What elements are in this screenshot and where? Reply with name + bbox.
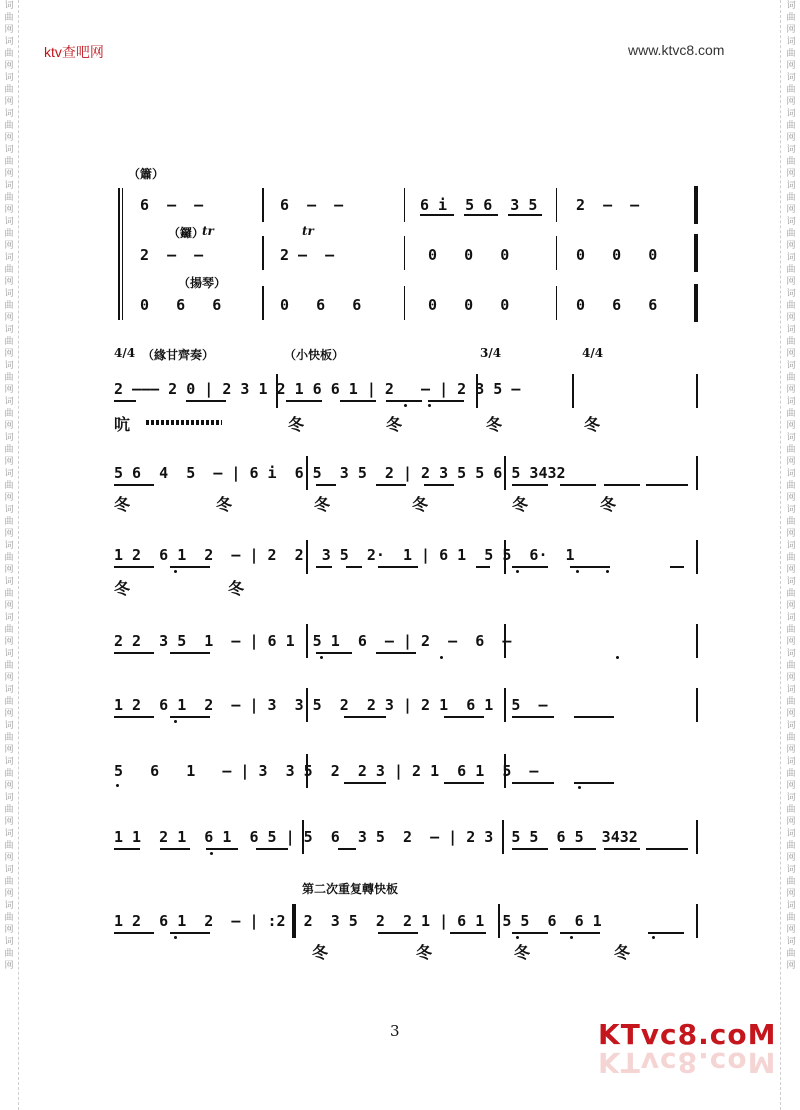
octave-dot [516, 936, 519, 939]
beam [560, 484, 596, 486]
beam [512, 484, 548, 486]
notes-yangqin-m1: 0 6 6 [140, 296, 222, 314]
beam [376, 484, 406, 486]
barline [572, 374, 574, 408]
beam [512, 716, 554, 718]
trill-mark: tr [202, 224, 214, 238]
octave-dot [576, 570, 579, 573]
site-logo[interactable]: KTvc8.coM [598, 1018, 777, 1051]
beam [450, 932, 486, 934]
barline [502, 820, 504, 854]
octave-dot [652, 936, 655, 939]
barline [306, 754, 308, 788]
beam [338, 848, 356, 850]
barline [504, 624, 506, 658]
lyric: 吭 [114, 415, 131, 434]
barline [476, 374, 478, 408]
lyric: 冬 [312, 943, 329, 962]
instrument-label-yangqin: （揚琴） [178, 276, 227, 290]
meter-label: 4/4 [114, 346, 136, 360]
lyric: 冬 [416, 943, 433, 962]
octave-dot [428, 404, 431, 407]
beam [286, 400, 322, 402]
tempo-label: （緣甘齊奏） [142, 348, 215, 362]
octave-dot [570, 936, 573, 939]
beam [386, 400, 422, 402]
barline [504, 456, 506, 490]
beam [344, 716, 386, 718]
barline [694, 234, 698, 272]
final-barline [694, 186, 698, 224]
barline [504, 688, 506, 722]
barline [556, 188, 557, 222]
beam [256, 848, 288, 850]
tempo-label: （小快板） [284, 348, 345, 362]
barline [404, 286, 405, 320]
beam [378, 932, 418, 934]
notes-luo-m3: 0 0 0 [428, 246, 510, 264]
beam [340, 400, 376, 402]
side-divider-right [780, 0, 782, 1110]
lyric: 冬 [512, 495, 529, 514]
barline [696, 688, 698, 722]
octave-dot [404, 404, 407, 407]
beam [114, 484, 154, 486]
barline [262, 188, 264, 222]
barline [504, 540, 506, 574]
beam [574, 716, 614, 718]
notes-yangqin-m4: 0 6 6 [576, 296, 658, 314]
melody-line-5: 1 2 6 1 2 — | 3 3 5 2 2 3 | 2 1 6 1 5 — [114, 696, 548, 714]
barline [306, 624, 308, 658]
barline [696, 820, 698, 854]
beam [114, 400, 136, 402]
site-url-right[interactable]: www.ktvc8.com [628, 42, 725, 58]
barline [404, 236, 405, 270]
repeat-instruction: 第二次重复轉快板 [302, 882, 399, 896]
octave-dot [578, 786, 581, 789]
beam [560, 848, 596, 850]
side-watermark-right: 词曲网词曲网词曲网词曲网词曲网词曲网词曲网词曲网词曲网词曲网词曲网词曲网词曲网词曲网词曲网词曲网词曲网词曲网词曲网词曲网词曲网词曲网词曲网词曲网词曲网词曲网词曲网 [786, 1, 796, 971]
instrument-label-luo: （鑼） [168, 226, 205, 240]
barline [556, 236, 557, 270]
lyric: 冬 [600, 495, 617, 514]
beam [170, 716, 210, 718]
beam [560, 932, 600, 934]
beam [114, 716, 154, 718]
barline [306, 688, 308, 722]
lyric: 冬 [486, 415, 503, 434]
beam [646, 848, 688, 850]
page-number: 3 [390, 1022, 400, 1040]
lyric: 冬 [314, 495, 331, 514]
beam [570, 566, 610, 568]
octave-dot [440, 656, 443, 659]
beam [646, 484, 688, 486]
meter-label: 3/4 [480, 346, 502, 360]
lyric: 冬 [386, 415, 403, 434]
octave-dot [174, 570, 177, 573]
barline [302, 820, 304, 854]
barline [498, 904, 500, 938]
lyric: 冬 [114, 495, 131, 514]
beam [512, 848, 548, 850]
lyric: 冬 [114, 579, 131, 598]
barline [306, 540, 308, 574]
barline [306, 456, 308, 490]
beam [316, 566, 332, 568]
melody-line-1: 2 ——— 2 0 | 2 3 1 2 1 6 6 1 | 2 — | 2 3 5 — [114, 380, 521, 398]
side-divider-left [18, 0, 20, 1110]
barline [696, 540, 698, 574]
beam [344, 782, 386, 784]
instrument-label-xiao: （簫） [128, 167, 165, 181]
beam [428, 400, 464, 402]
beam [170, 932, 210, 934]
beam [186, 400, 226, 402]
system-brace [118, 188, 120, 320]
beam [346, 566, 362, 568]
lyric: 冬 [514, 943, 531, 962]
barline [696, 374, 698, 408]
beam [508, 214, 542, 216]
beam [420, 214, 454, 216]
tremolo-wave [146, 420, 222, 425]
barline [696, 624, 698, 658]
octave-dot [210, 852, 213, 855]
melody-line-7: 1 1 2 1 6 1 6 5 | 5 6 3 5 2 — | 2 3 5 5 6 5 3432 [114, 828, 638, 846]
notes-xiao-m4: 2 — — [576, 196, 640, 214]
beam [512, 932, 548, 934]
octave-dot [606, 570, 609, 573]
notes-luo-m4: 0 0 0 [576, 246, 658, 264]
beam [444, 782, 484, 784]
side-watermark-left: 词曲网词曲网词曲网词曲网词曲网词曲网词曲网词曲网词曲网词曲网词曲网词曲网词曲网词曲网词曲网词曲网词曲网词曲网词曲网词曲网词曲网词曲网词曲网词曲网词曲网词曲网词曲网 [4, 1, 14, 971]
barline [262, 286, 264, 320]
beam [114, 932, 154, 934]
beam [170, 652, 210, 654]
beam [604, 484, 640, 486]
notes-yangqin-m3: 0 0 0 [428, 296, 510, 314]
notes-xiao-m1: 6 — — [140, 196, 204, 214]
lyric: 冬 [614, 943, 631, 962]
lyric: 冬 [412, 495, 429, 514]
beam [444, 716, 484, 718]
system-brace-inner [122, 188, 123, 320]
barline [504, 754, 506, 788]
barline [556, 286, 557, 320]
barline [404, 188, 405, 222]
beam [206, 848, 238, 850]
notes-xiao-m3: 6 i 5 6 3 5 [420, 196, 538, 214]
beam [464, 214, 498, 216]
lyric: 冬 [288, 415, 305, 434]
beam [512, 566, 548, 568]
site-brand-left[interactable]: ktv查吧网 [44, 44, 104, 60]
melody-line-4: 2 2 3 5 1 — | 6 1 5 1 6 — | 2 — 6 — [114, 632, 512, 650]
octave-dot [616, 656, 619, 659]
barline [262, 236, 264, 270]
beam [378, 566, 418, 568]
beam [160, 848, 190, 850]
octave-dot [116, 784, 119, 787]
notes-xiao-m2: 6 — — [280, 196, 344, 214]
melody-line-2: 5 6 4 5 — | 6 i 6 5 3 5 2 | 2 3 5 5 6 5 3432 [114, 464, 566, 482]
barline [694, 284, 698, 322]
beam [670, 566, 684, 568]
barline [276, 374, 278, 408]
barline [696, 456, 698, 490]
lyric: 冬 [584, 415, 601, 434]
melody-line-6: 5 6 1 — | 3 3 5 2 2 3 | 2 1 6 1 5 — [114, 762, 539, 780]
octave-dot [516, 570, 519, 573]
beam [604, 848, 640, 850]
site-logo-reflection: KTvc8.coM [598, 1046, 777, 1079]
repeat-barline [292, 904, 296, 938]
notes-luo-m2: 2 — — [280, 246, 335, 264]
melody-line-3: 1 2 6 1 2 — | 2 2 3 5 2· 1 | 6 1 5 5 6· 1 [114, 546, 575, 564]
beam [170, 566, 210, 568]
trill-mark: tr [302, 224, 314, 238]
notes-yangqin-m2: 0 6 6 [280, 296, 362, 314]
beam [114, 848, 140, 850]
octave-dot [320, 656, 323, 659]
lyric: 冬 [216, 495, 233, 514]
beam [376, 652, 416, 654]
octave-dot [174, 936, 177, 939]
notes-luo-m1: 2 — — [140, 246, 204, 264]
beam [316, 652, 352, 654]
beam [114, 566, 154, 568]
melody-line-8: 1 2 6 1 2 — | :2 2 3 5 2 2 1 | 6 1 5 5 6 6 1 [114, 912, 602, 930]
beam [476, 566, 490, 568]
lyric: 冬 [228, 579, 245, 598]
beam [114, 652, 154, 654]
beam [316, 484, 336, 486]
beam [512, 782, 554, 784]
meter-label: 4/4 [582, 346, 604, 360]
beam [424, 484, 454, 486]
barline [696, 904, 698, 938]
octave-dot [174, 720, 177, 723]
beam [648, 932, 684, 934]
beam [574, 782, 614, 784]
